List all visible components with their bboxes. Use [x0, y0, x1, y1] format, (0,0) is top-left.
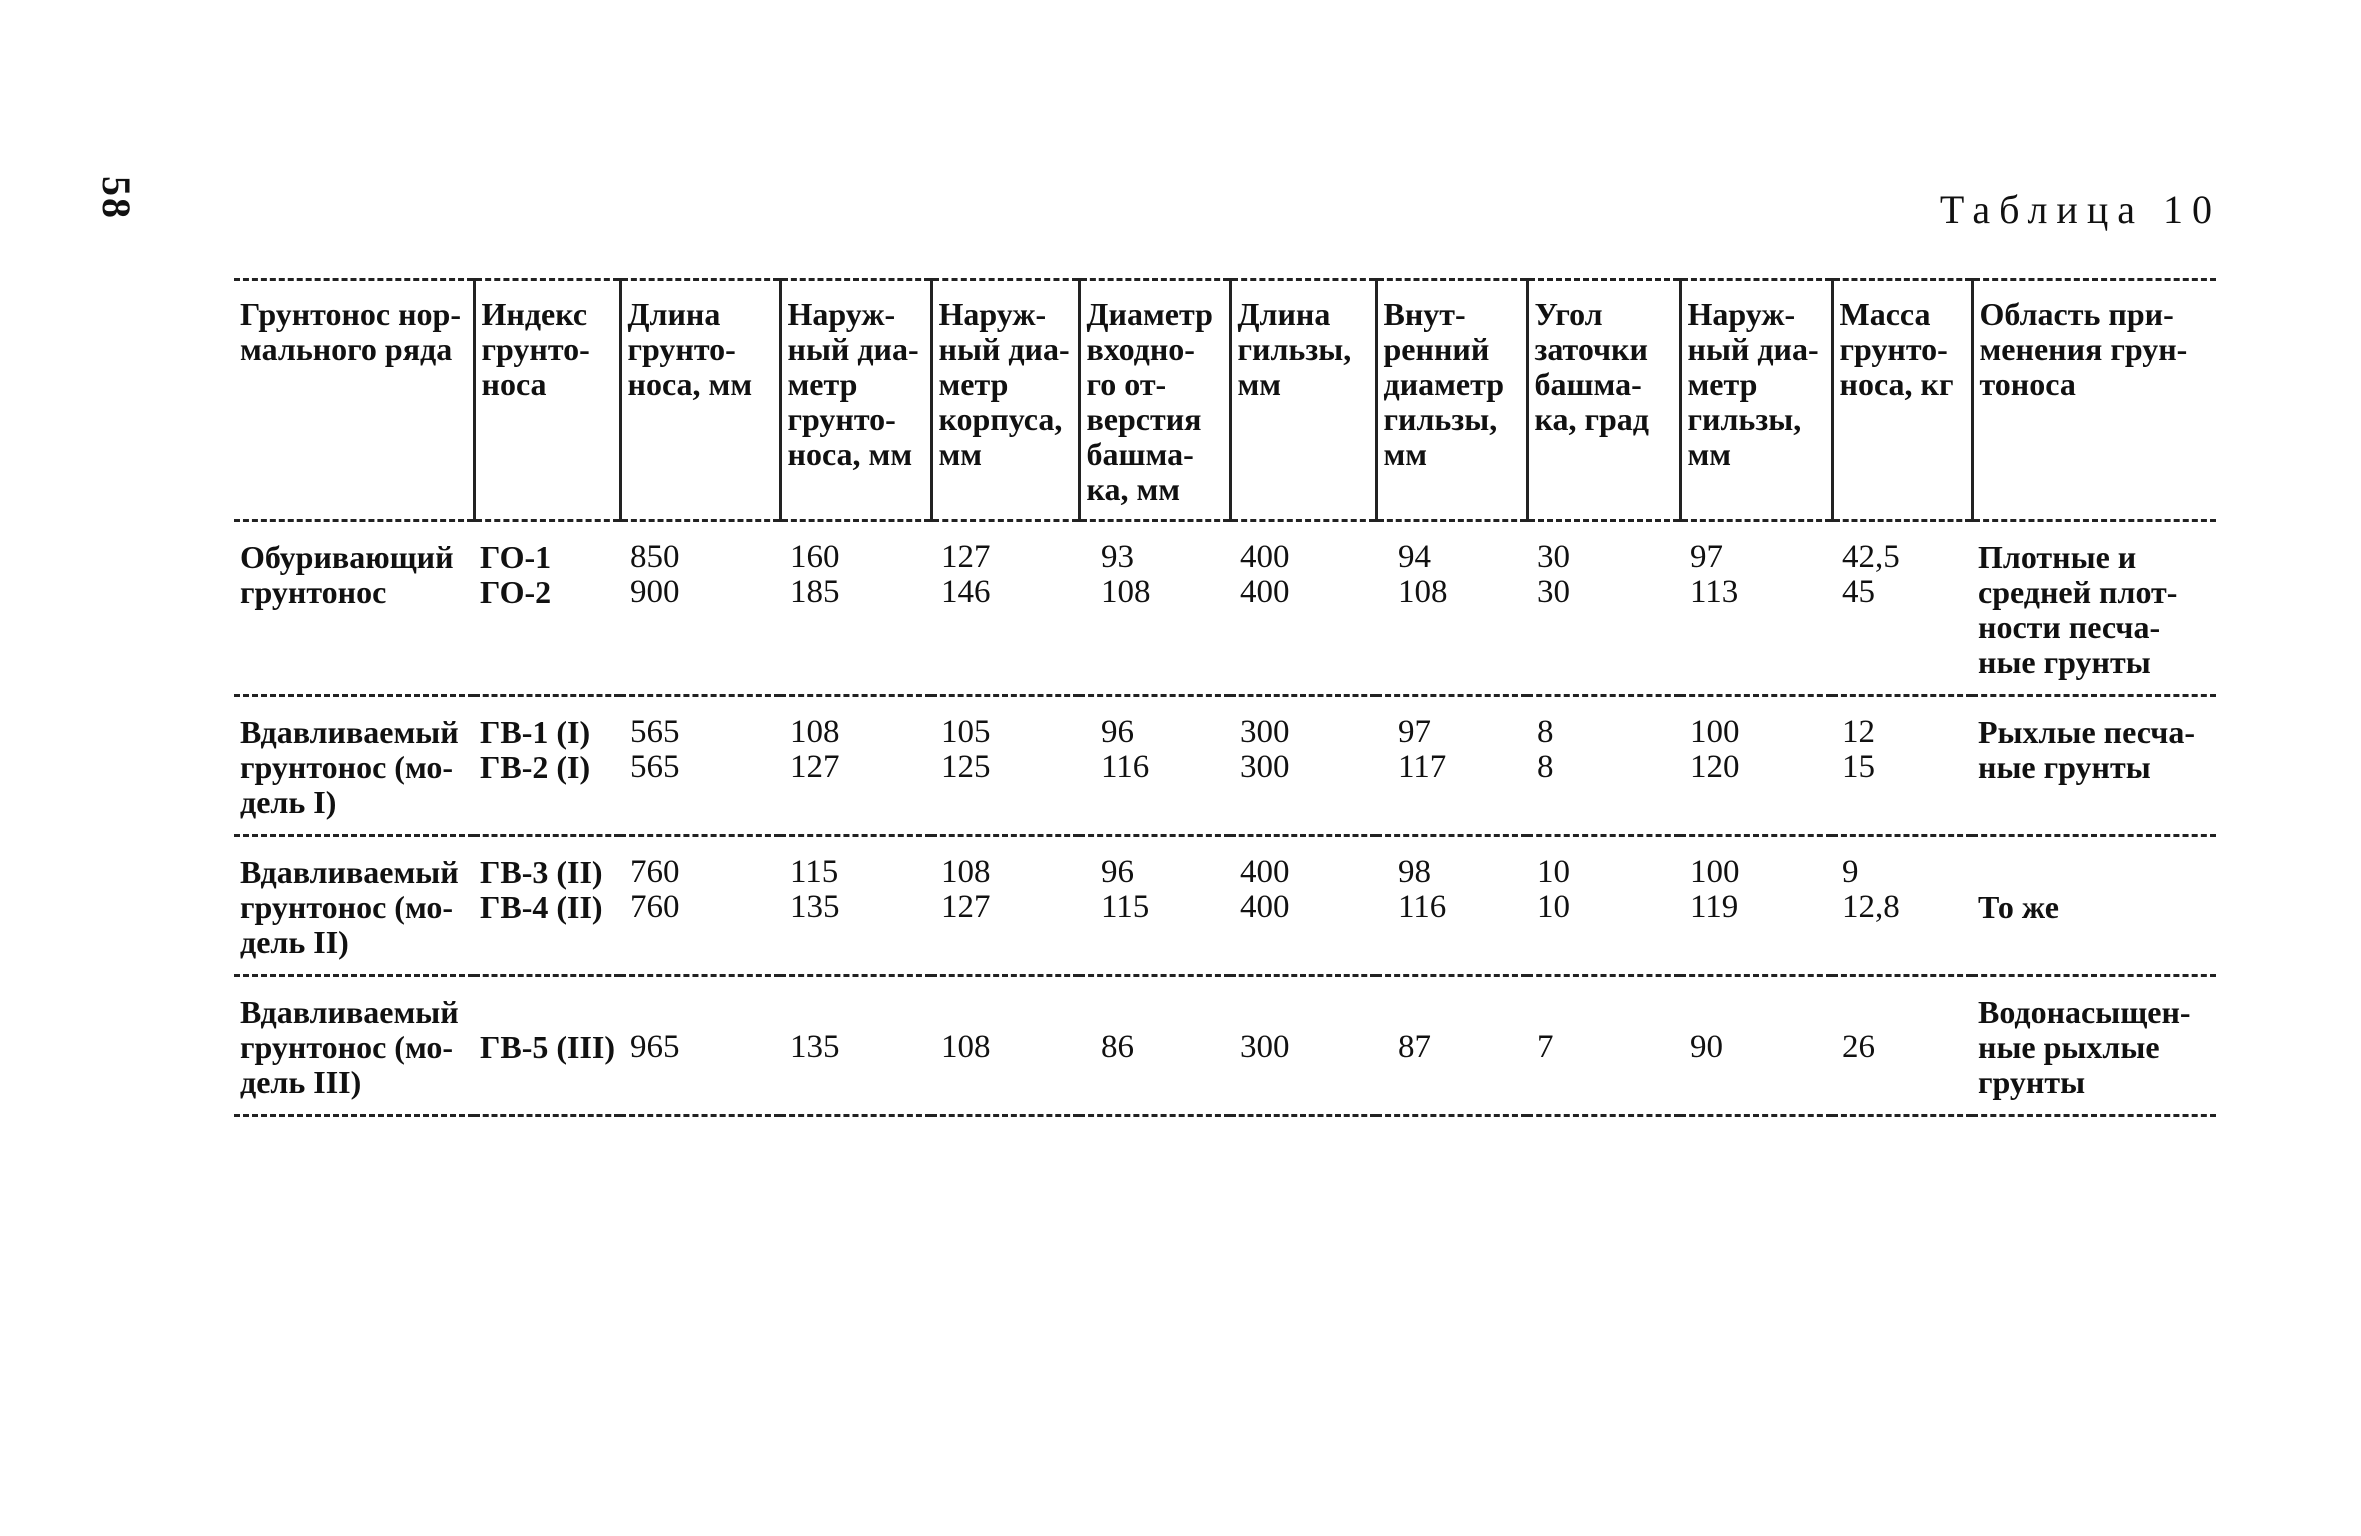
header-line: Внут-	[1383, 296, 1466, 332]
cell-index	[474, 976, 620, 1116]
cell-line	[1838, 995, 1968, 1030]
cell-mass	[1832, 696, 1972, 836]
cell-line: 146	[941, 574, 991, 610]
header-line: носа, мм	[787, 436, 913, 472]
cell-line: 108	[1101, 574, 1151, 610]
cell-line: 108	[941, 854, 991, 890]
cell-line: 115	[1101, 889, 1150, 925]
cell-line: грунтонос (мо-	[240, 1029, 453, 1065]
header-line: метр	[1687, 366, 1758, 402]
cell-line: 117	[1398, 749, 1447, 785]
cell-line: 115	[790, 854, 839, 890]
cell-line: 120	[1690, 749, 1740, 785]
cell-line	[786, 995, 927, 1030]
cell-line: 90	[1690, 1029, 1723, 1065]
cell-line: дель II)	[240, 924, 349, 960]
header-line: башма-	[1534, 366, 1642, 402]
cell-line: дель III)	[240, 1064, 362, 1100]
header-line: Наруж-	[787, 296, 896, 332]
cell-line: 100	[1690, 854, 1740, 890]
cell-line: 108	[941, 1029, 991, 1065]
cell-line: 108	[1398, 574, 1448, 610]
column-header-9	[1527, 280, 1680, 521]
cell-line: 42,5	[1842, 539, 1900, 575]
cell-line: 127	[941, 889, 991, 925]
cell-line: 94	[1398, 539, 1431, 575]
cell-line: 12,8	[1842, 889, 1900, 925]
header-line: ка, мм	[1086, 471, 1181, 507]
header-line: менения грун-	[1979, 331, 2188, 367]
cell-line: грунтонос (мо-	[240, 889, 453, 925]
cell-name	[234, 521, 474, 696]
cell-outer-sleeve-diam	[1680, 696, 1832, 836]
cell-line: 30	[1537, 539, 1570, 575]
table-row	[234, 836, 2216, 976]
header-line: Длина	[627, 296, 721, 332]
cell-outer-sleeve-diam	[1680, 836, 1832, 976]
header-line: метр	[787, 366, 858, 402]
cell-line	[1686, 995, 1828, 1030]
header-line: грунто-	[627, 331, 736, 367]
cell-line: ГВ-1 (I)	[480, 714, 591, 750]
cell-line: 300	[1240, 714, 1290, 750]
cell-line	[1382, 995, 1523, 1030]
cell-line: 127	[790, 749, 840, 785]
cell-inlet-diam	[1079, 696, 1230, 836]
cell-outer-diam	[780, 976, 931, 1116]
cell-line: 125	[941, 749, 991, 785]
specifications-table	[234, 278, 2216, 1117]
table-row	[234, 521, 2216, 696]
cell-inner-sleeve-diam	[1376, 521, 1527, 696]
cell-line: 15	[1842, 749, 1875, 785]
cell-line: 565	[630, 714, 680, 750]
cell-line	[937, 995, 1075, 1030]
cell-area	[1972, 836, 2216, 976]
cell-line: ГВ-2 (I)	[480, 749, 591, 785]
cell-body-diam	[931, 696, 1079, 836]
cell-line: ные рыхлые	[1978, 1029, 2160, 1065]
column-header-3	[620, 280, 780, 521]
cell-line: 86	[1101, 1029, 1134, 1065]
column-header-5	[931, 280, 1079, 521]
header-line: гильзы,	[1383, 401, 1498, 437]
cell-angle	[1527, 976, 1680, 1116]
header-line: корпуса,	[938, 401, 1063, 437]
cell-line: 135	[790, 1029, 840, 1065]
cell-line: 565	[630, 749, 680, 785]
cell-line: ГО-1	[480, 539, 552, 575]
header-line: метр	[938, 366, 1009, 402]
cell-line: ные грунты	[1978, 749, 2151, 785]
cell-index	[474, 836, 620, 976]
cell-sleeve-length	[1230, 521, 1376, 696]
cell-line: 100	[1690, 714, 1740, 750]
cell-line	[1236, 995, 1372, 1030]
column-header-4	[780, 280, 931, 521]
cell-line: 400	[1240, 854, 1290, 890]
cell-line: средней плот-	[1978, 574, 2178, 610]
cell-line: 105	[941, 714, 991, 750]
cell-line: 185	[790, 574, 840, 610]
cell-line: 113	[1690, 574, 1739, 610]
header-line: мм	[938, 436, 983, 472]
cell-line: 97	[1398, 714, 1431, 750]
cell-line: Вдавливаемый	[240, 714, 459, 750]
cell-outer-sleeve-diam	[1680, 976, 1832, 1116]
cell-line	[1978, 855, 2212, 890]
header-line: заточки	[1534, 331, 1648, 367]
table-row	[234, 976, 2216, 1116]
header-line: мм	[1237, 366, 1282, 402]
cell-body-diam	[931, 836, 1079, 976]
cell-line: грунтонос (мо-	[240, 749, 453, 785]
cell-body-diam	[931, 521, 1079, 696]
header-line: Диаметр	[1086, 296, 1213, 332]
header-line: тоноса	[1979, 366, 2076, 402]
cell-line: 97	[1690, 539, 1723, 575]
cell-line: 87	[1398, 1029, 1431, 1065]
cell-line: 30	[1537, 574, 1570, 610]
cell-line: 850	[630, 539, 680, 575]
cell-line: 900	[630, 574, 680, 610]
cell-name	[234, 836, 474, 976]
table-title: Таблица 10	[1939, 187, 2221, 232]
cell-mass	[1832, 521, 1972, 696]
cell-line: 10	[1537, 889, 1570, 925]
cell-line: 400	[1240, 539, 1290, 575]
cell-line: 116	[1101, 749, 1150, 785]
cell-line: То же	[1978, 889, 2059, 925]
cell-line: 8	[1537, 749, 1554, 785]
header-line: ный диа-	[1687, 331, 1819, 367]
cell-outer-sleeve-diam	[1680, 521, 1832, 696]
column-header-7	[1230, 280, 1376, 521]
header-line: грунто-	[481, 331, 590, 367]
cell-line: 12	[1842, 714, 1875, 750]
cell-angle	[1527, 836, 1680, 976]
header-line: грунто-	[1839, 331, 1948, 367]
cell-outer-diam	[780, 521, 931, 696]
cell-area	[1972, 696, 2216, 836]
cell-name	[234, 976, 474, 1116]
cell-index	[474, 696, 620, 836]
column-header-1	[234, 280, 474, 521]
cell-line: 127	[941, 539, 991, 575]
cell-line: 160	[790, 539, 840, 575]
cell-sleeve-length	[1230, 976, 1376, 1116]
header-line: Грунтонос нор-	[240, 296, 461, 332]
cell-length	[620, 521, 780, 696]
page-number: 58	[94, 176, 139, 220]
cell-line: 96	[1101, 854, 1134, 890]
cell-angle	[1527, 696, 1680, 836]
cell-line	[1085, 995, 1226, 1030]
header-line: мального ряда	[240, 331, 453, 367]
cell-line: 26	[1842, 1029, 1875, 1065]
cell-line: ГВ-3 (II)	[480, 854, 603, 890]
cell-sleeve-length	[1230, 836, 1376, 976]
header-row	[234, 280, 2216, 521]
cell-line: Рыхлые песча-	[1978, 714, 2195, 750]
cell-line: 760	[630, 854, 680, 890]
header-line: Наруж-	[1687, 296, 1796, 332]
column-header-10	[1680, 280, 1832, 521]
cell-line: ГВ-5 (III)	[480, 1029, 616, 1065]
cell-line: ные грунты	[1978, 644, 2151, 680]
cell-line: 108	[790, 714, 840, 750]
cell-line: 9	[1842, 854, 1859, 890]
header-line: мм	[1383, 436, 1428, 472]
cell-line: 965	[630, 1029, 680, 1065]
cell-line: 400	[1240, 574, 1290, 610]
header-line: ка, град	[1534, 401, 1649, 437]
header-line: гильзы,	[1237, 331, 1352, 367]
cell-length	[620, 696, 780, 836]
cell-line: дель I)	[240, 784, 337, 820]
header-line: Наруж-	[938, 296, 1047, 332]
column-header-6	[1079, 280, 1230, 521]
cell-inlet-diam	[1079, 521, 1230, 696]
cell-line: 400	[1240, 889, 1290, 925]
column-header-8	[1376, 280, 1527, 521]
cell-area	[1972, 521, 2216, 696]
cell-line: 45	[1842, 574, 1875, 610]
column-header-11	[1832, 280, 1972, 521]
header-line: го от-	[1086, 366, 1167, 402]
header-line: верстия	[1086, 401, 1202, 437]
cell-line: грунтонос	[240, 574, 387, 610]
cell-mass	[1832, 976, 1972, 1116]
cell-line: 98	[1398, 854, 1431, 890]
cell-line	[626, 995, 776, 1030]
header-line: ный диа-	[938, 331, 1070, 367]
cell-line: 10	[1537, 854, 1570, 890]
table-body	[234, 521, 2216, 1116]
cell-sleeve-length	[1230, 696, 1376, 836]
header-line: носа, кг	[1839, 366, 1954, 402]
cell-name	[234, 696, 474, 836]
table-row	[234, 696, 2216, 836]
header-line: ный диа-	[787, 331, 919, 367]
cell-mass	[1832, 836, 1972, 976]
cell-line: 760	[630, 889, 680, 925]
cell-line: Вдавливаемый	[240, 994, 459, 1030]
cell-line: 8	[1537, 714, 1554, 750]
table-header	[234, 280, 2216, 521]
header-line: Область при-	[1979, 296, 2174, 332]
cell-line: 300	[1240, 1029, 1290, 1065]
cell-line: 119	[1690, 889, 1739, 925]
cell-line: 93	[1101, 539, 1134, 575]
cell-line: Вдавливаемый	[240, 854, 459, 890]
cell-line	[480, 995, 616, 1030]
cell-outer-diam	[780, 696, 931, 836]
cell-line: ГВ-4 (II)	[480, 889, 603, 925]
header-line: гильзы,	[1687, 401, 1802, 437]
cell-line	[1533, 995, 1676, 1030]
cell-line: ГО-2	[480, 574, 552, 610]
header-line: мм	[1687, 436, 1732, 472]
cell-inlet-diam	[1079, 976, 1230, 1116]
cell-line: ности песча-	[1978, 609, 2161, 645]
cell-angle	[1527, 521, 1680, 696]
cell-inner-sleeve-diam	[1376, 696, 1527, 836]
cell-length	[620, 976, 780, 1116]
table-container	[234, 278, 2216, 1117]
cell-area	[1972, 976, 2216, 1116]
header-line: Длина	[1237, 296, 1331, 332]
column-header-12	[1972, 280, 2216, 521]
header-line: Угол	[1534, 296, 1603, 332]
cell-length	[620, 836, 780, 976]
header-line: ренний	[1383, 331, 1490, 367]
header-line: носа	[481, 366, 547, 402]
cell-line: Водонасыщен-	[1978, 994, 2191, 1030]
header-line: носа, мм	[627, 366, 753, 402]
cell-line: грунты	[1978, 1064, 2086, 1100]
cell-line: 116	[1398, 889, 1447, 925]
header-line: входно-	[1086, 331, 1195, 367]
cell-inlet-diam	[1079, 836, 1230, 976]
cell-line: 300	[1240, 749, 1290, 785]
cell-outer-diam	[780, 836, 931, 976]
cell-body-diam	[931, 976, 1079, 1116]
header-line: Индекс	[481, 296, 588, 332]
cell-line: Обуривающий	[240, 539, 454, 575]
cell-line: 96	[1101, 714, 1134, 750]
header-line: Масса	[1839, 296, 1931, 332]
header-line: диаметр	[1383, 366, 1505, 402]
cell-index	[474, 521, 620, 696]
cell-inner-sleeve-diam	[1376, 976, 1527, 1116]
header-line: грунто-	[787, 401, 896, 437]
cell-line: 7	[1537, 1029, 1554, 1065]
header-line: башма-	[1086, 436, 1194, 472]
column-header-2	[474, 280, 620, 521]
cell-inner-sleeve-diam	[1376, 836, 1527, 976]
cell-line: Плотные и	[1978, 539, 2137, 575]
cell-line: 135	[790, 889, 840, 925]
